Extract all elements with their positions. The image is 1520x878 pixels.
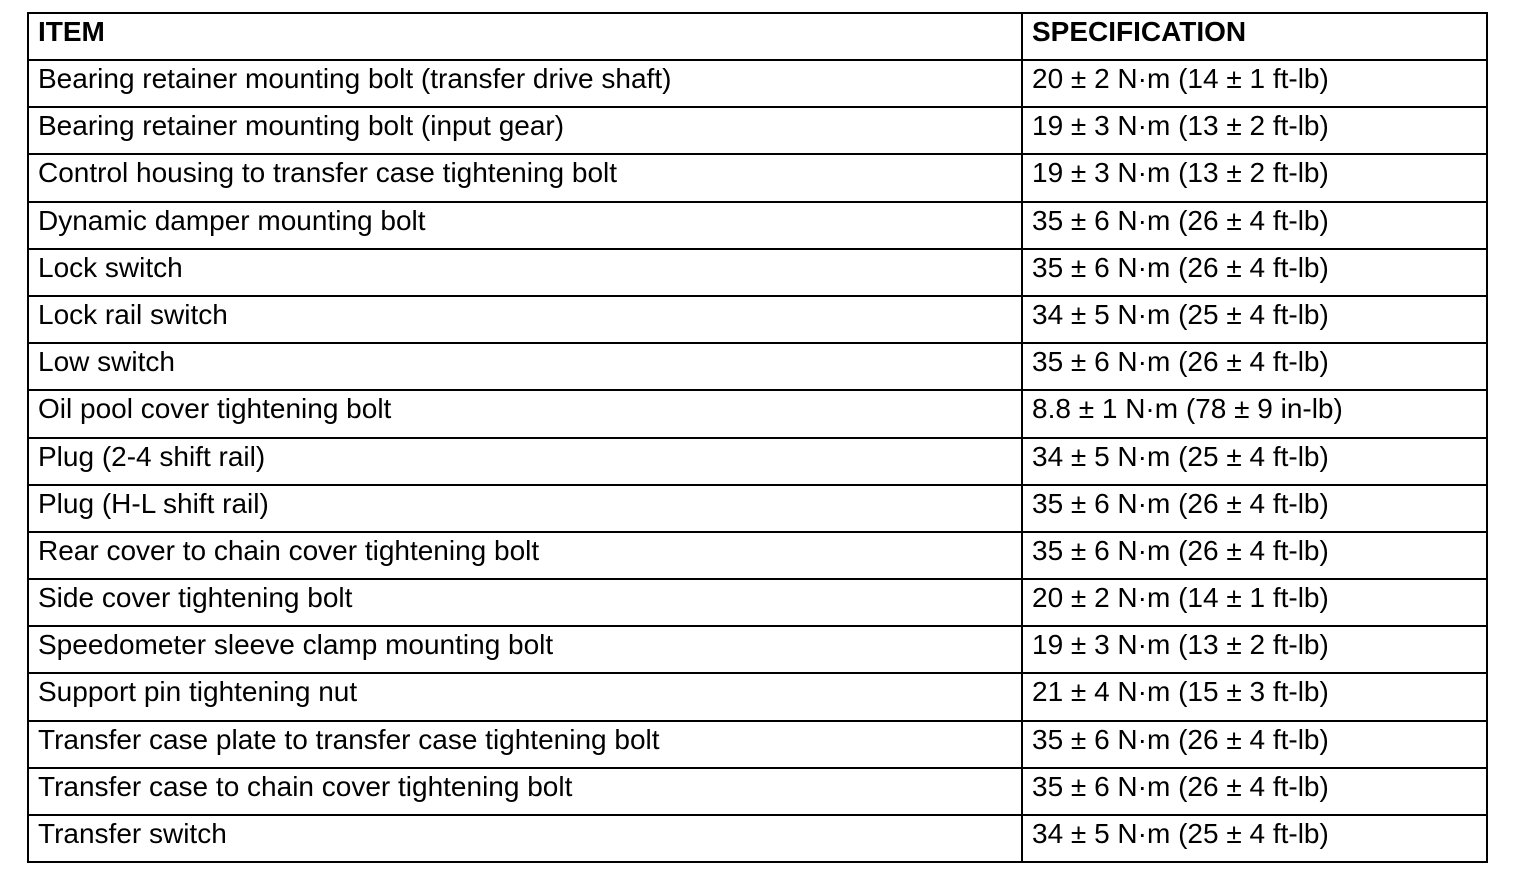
spec-cell: 19 ± 3 N·m (13 ± 2 ft-lb)	[1022, 626, 1487, 673]
item-cell: Transfer case to chain cover tightening bolt	[28, 768, 1022, 815]
spec-cell: 21 ± 4 N·m (15 ± 3 ft-lb)	[1022, 673, 1487, 720]
item-cell: Transfer case plate to transfer case tightening bolt	[28, 721, 1022, 768]
item-cell: Bearing retainer mounting bolt (transfer drive shaft)	[28, 60, 1022, 107]
item-cell: Oil pool cover tightening bolt	[28, 390, 1022, 437]
table-row	[28, 390, 1487, 437]
item-cell: Dynamic damper mounting bolt	[28, 202, 1022, 249]
item-cell: Side cover tightening bolt	[28, 579, 1022, 626]
table-row	[28, 154, 1487, 201]
spec-cell: 35 ± 6 N·m (26 ± 4 ft-lb)	[1022, 532, 1487, 579]
spec-cell: 34 ± 5 N·m (25 ± 4 ft-lb)	[1022, 815, 1487, 862]
spec-cell: 35 ± 6 N·m (26 ± 4 ft-lb)	[1022, 485, 1487, 532]
table-header-row	[28, 13, 1487, 60]
spec-cell: 19 ± 3 N·m (13 ± 2 ft-lb)	[1022, 154, 1487, 201]
table-row	[28, 249, 1487, 296]
table-row	[28, 296, 1487, 343]
item-cell: Rear cover to chain cover tightening bolt	[28, 532, 1022, 579]
spec-cell: 19 ± 3 N·m (13 ± 2 ft-lb)	[1022, 107, 1487, 154]
spec-cell: 35 ± 6 N·m (26 ± 4 ft-lb)	[1022, 202, 1487, 249]
item-cell: Transfer switch	[28, 815, 1022, 862]
spec-cell: 35 ± 6 N·m (26 ± 4 ft-lb)	[1022, 721, 1487, 768]
table-row	[28, 532, 1487, 579]
table-row	[28, 202, 1487, 249]
spec-cell: 35 ± 6 N·m (26 ± 4 ft-lb)	[1022, 343, 1487, 390]
item-cell: Lock rail switch	[28, 296, 1022, 343]
column-header-specification: SPECIFICATION	[1022, 13, 1487, 60]
item-cell: Plug (H-L shift rail)	[28, 485, 1022, 532]
table-row	[28, 60, 1487, 107]
table-row	[28, 107, 1487, 154]
item-cell: Speedometer sleeve clamp mounting bolt	[28, 626, 1022, 673]
spec-cell: 35 ± 6 N·m (26 ± 4 ft-lb)	[1022, 768, 1487, 815]
spec-cell: 20 ± 2 N·m (14 ± 1 ft-lb)	[1022, 579, 1487, 626]
torque-spec-table	[27, 12, 1488, 863]
table-row	[28, 579, 1487, 626]
spec-cell: 35 ± 6 N·m (26 ± 4 ft-lb)	[1022, 249, 1487, 296]
table-row	[28, 343, 1487, 390]
item-cell: Support pin tightening nut	[28, 673, 1022, 720]
item-cell: Low switch	[28, 343, 1022, 390]
item-cell: Bearing retainer mounting bolt (input gear)	[28, 107, 1022, 154]
table-row	[28, 768, 1487, 815]
spec-cell: 20 ± 2 N·m (14 ± 1 ft-lb)	[1022, 60, 1487, 107]
table-row	[28, 438, 1487, 485]
item-cell: Control housing to transfer case tightening bolt	[28, 154, 1022, 201]
table-row	[28, 626, 1487, 673]
table-row	[28, 485, 1487, 532]
table-row	[28, 721, 1487, 768]
item-cell: Lock switch	[28, 249, 1022, 296]
table-row	[28, 815, 1487, 862]
spec-cell: 34 ± 5 N·m (25 ± 4 ft-lb)	[1022, 296, 1487, 343]
spec-cell: 8.8 ± 1 N·m (78 ± 9 in-lb)	[1022, 390, 1487, 437]
column-header-item: ITEM	[28, 13, 1022, 60]
spec-cell: 34 ± 5 N·m (25 ± 4 ft-lb)	[1022, 438, 1487, 485]
table-row	[28, 673, 1487, 720]
item-cell: Plug (2-4 shift rail)	[28, 438, 1022, 485]
